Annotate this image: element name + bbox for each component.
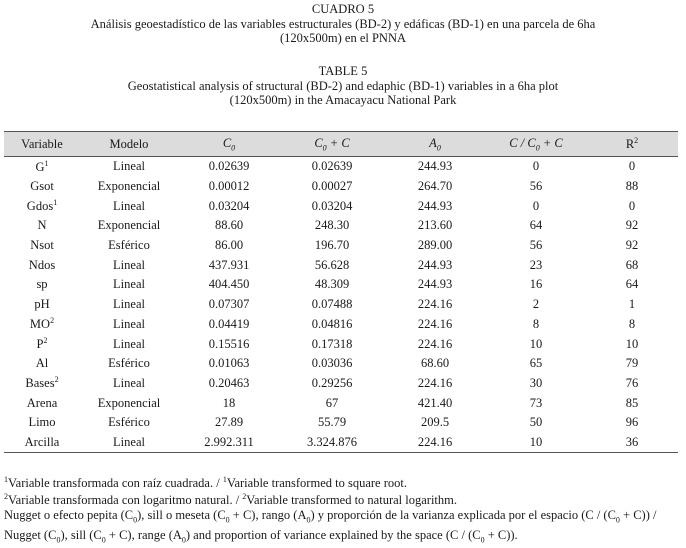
cell-c0: 0.04419 (208, 316, 250, 331)
caption-es-line2: (120x500m) en el PNNA (279, 31, 407, 45)
header-row (4, 132, 678, 157)
english-title (0, 64, 686, 108)
cell-c0c: 55.79 (317, 415, 347, 430)
cell-r2: 36 (586, 433, 678, 453)
cell-a0: 224.16 (417, 375, 453, 390)
cell-ratio: 73 (529, 395, 543, 410)
cell-ratio: 2 (532, 297, 540, 312)
cell-c0: 27.89 (214, 415, 244, 430)
cell-a0: 68.60 (420, 356, 450, 371)
cell-c0c: 0.02639 (311, 159, 353, 174)
cell-modelo: Exponencial (97, 179, 161, 194)
cell-variable: sp (36, 277, 48, 292)
footnote-2: $^2$Variable transformada con logaritmo natural. / $^2$Variable transformed to natural logarithm. (4, 492, 457, 508)
cell-c0: 404.450 (208, 277, 250, 292)
table-row (4, 295, 678, 315)
cell-modelo: Lineal (113, 198, 145, 213)
table-row (4, 196, 678, 216)
cell-c0c: 0.00027 (311, 179, 353, 194)
cell-c0: 0.20463 (208, 375, 250, 390)
cell-r2: 96 (625, 415, 639, 430)
cell-a0: 224.16 (417, 316, 453, 331)
table-row (4, 157, 678, 177)
caption-en-line1: Geostatistical analysis of structural (BD-2) and edaphic (BD-1) variables in a 6ha plot (127, 78, 559, 93)
cell-variable: $P^2$ (36, 335, 48, 352)
cell-ratio: 56 (529, 238, 543, 253)
cell-r2: 88 (625, 179, 639, 194)
spanish-title (0, 2, 686, 46)
cell-variable: Bases$^2$ (25, 375, 59, 391)
cell-variable: Arcilla (4, 433, 80, 453)
cell-a0: 244.93 (417, 198, 453, 213)
geostatistics-table (4, 131, 678, 453)
cell-variable: $G^1$ (35, 158, 49, 174)
table-row (4, 433, 678, 453)
cell-c0: 88.60 (214, 218, 244, 233)
header-r2: $R^2$ (586, 132, 678, 157)
cell-r2: 79 (625, 356, 639, 371)
table-label-es: CUADRO 5 (311, 2, 375, 16)
cell-modelo: Exponencial (97, 218, 161, 233)
cell-modelo: Lineal (113, 336, 145, 351)
cell-a0: 213.60 (417, 218, 453, 233)
cell-c0: 0.00012 (208, 179, 250, 194)
cell-ratio: 56 (529, 179, 543, 194)
cell-modelo: Lineal (113, 297, 145, 312)
cell-a0: 224.16 (384, 433, 486, 453)
cell-variable: Nsot (30, 238, 54, 253)
cell-c0c: 67 (325, 395, 339, 410)
cell-r2: 1 (628, 297, 636, 312)
cell-modelo: Lineal (113, 159, 145, 174)
table-row (4, 413, 678, 433)
header-modelo: Modelo (80, 132, 178, 157)
cell-c0: 0.03204 (208, 198, 250, 213)
table-body (4, 157, 678, 453)
cell-modelo: Exponencial (97, 395, 161, 410)
cell-ratio: 10 (529, 336, 543, 351)
table-row (4, 334, 678, 354)
cell-c0c: 196.70 (314, 238, 350, 253)
cell-c0c: 0.04816 (311, 316, 353, 331)
cell-r2: 8 (628, 316, 636, 331)
cell-r2: 92 (625, 218, 639, 233)
cell-a0: 264.70 (417, 179, 453, 194)
cell-ratio: 16 (529, 277, 543, 292)
cell-variable: $MO^2$ (29, 316, 55, 332)
footnote-1: $^1$Variable transformada con raíz cuadrada. / $^1$Variable transformed to square root. (4, 475, 407, 491)
cell-a0: 224.16 (417, 336, 453, 351)
cell-c0: 437.931 (208, 257, 250, 272)
cell-c0c: 0.17318 (311, 336, 353, 351)
cell-c0c: 248.30 (314, 218, 350, 233)
cell-c0c: 48.309 (314, 277, 350, 292)
footnotes (4, 473, 680, 548)
cell-variable: Limo (28, 415, 56, 430)
table-row (4, 177, 678, 197)
cell-ratio: 10 (486, 433, 586, 453)
table-row (4, 374, 678, 394)
cell-c0c: 0.03036 (311, 356, 353, 371)
cell-c0: 2.992.311 (178, 433, 280, 453)
cell-ratio: 0 (532, 159, 540, 174)
cell-modelo: Lineal (113, 375, 145, 390)
table-row (4, 275, 678, 295)
cell-a0: 244.93 (417, 277, 453, 292)
cell-r2: 92 (625, 238, 639, 253)
cell-ratio: 0 (532, 198, 540, 213)
cell-a0: 421.40 (417, 395, 453, 410)
footnote-3: Nugget o efecto pepita $(C_0)$, sill o meseta $(C_0 + C)$, rango $(A_0)$ y proporción de la varianza explicada por el espacio $(C / (C_0 + C))$ / Nugget $(C_0)$, sill $(C_0 + C)$, range $(A_0)$ and proportion of variance explained by the space $(C / (C_0 + C))$. (4, 507, 657, 545)
cell-variable: N (37, 218, 47, 233)
table-row (4, 216, 678, 236)
cell-c0: 0.02639 (208, 159, 250, 174)
cell-ratio: 50 (529, 415, 543, 430)
cell-modelo: Esférico (108, 238, 150, 253)
cell-c0c: 56.628 (314, 257, 350, 272)
cell-ratio: 64 (529, 218, 543, 233)
table-row (4, 236, 678, 256)
cell-variable: Arena (26, 395, 58, 410)
cell-modelo: Esférico (108, 415, 150, 430)
header-variable: Variable (4, 132, 80, 157)
cell-c0: 0.01063 (208, 356, 250, 371)
cell-modelo: Lineal (113, 257, 145, 272)
cell-r2: 68 (625, 257, 639, 272)
header-c0: $C_0$ (178, 132, 280, 157)
cell-r2: 85 (625, 395, 639, 410)
cell-ratio: 23 (529, 257, 543, 272)
cell-a0: 244.93 (417, 257, 453, 272)
cell-modelo: Lineal (113, 277, 145, 292)
cell-c0: 0.15516 (208, 336, 250, 351)
cell-r2: 64 (625, 277, 639, 292)
cell-r2: 0 (628, 159, 636, 174)
table-row (4, 255, 678, 275)
cell-c0c: 3.324.876 (280, 433, 384, 453)
cell-variable: Ndos (28, 257, 56, 272)
cell-ratio: 30 (529, 375, 543, 390)
cell-modelo: Lineal (113, 316, 145, 331)
cell-c0: 18 (222, 395, 236, 410)
cell-ratio: 8 (532, 316, 540, 331)
cell-variable: pH (34, 297, 50, 312)
cell-a0: 244.93 (417, 159, 453, 174)
caption-es-line1: Análisis geoestadístico de las variables estructurales (BD-2) y edáficas (BD-1) en una parcela de 6ha (90, 16, 596, 31)
cell-c0: 86.00 (214, 238, 244, 253)
cell-variable: Gdos$^1$ (26, 198, 58, 214)
table-row (4, 315, 678, 335)
cell-variable: Al (35, 356, 49, 371)
cell-modelo: Esférico (108, 356, 150, 371)
table-row (4, 354, 678, 374)
header-sill: $C_0 + C$ (280, 132, 384, 157)
cell-r2: 0 (628, 198, 636, 213)
cell-r2: 76 (625, 375, 639, 390)
cell-c0c: 0.07488 (311, 297, 353, 312)
cell-variable: Gsot (30, 179, 54, 194)
header-ratio: $C / C_0 + C$ (486, 132, 586, 157)
table-label-en: TABLE 5 (318, 64, 368, 78)
header-range: $A_0$ (384, 132, 486, 157)
cell-modelo: Lineal (80, 433, 178, 453)
table-row (4, 393, 678, 413)
cell-a0: 224.16 (417, 297, 453, 312)
caption-en-line2: (120x500m) in the Amacayacu National Park (229, 93, 457, 107)
cell-r2: 10 (625, 336, 639, 351)
cell-a0: 209.5 (420, 415, 450, 430)
cell-c0: 0.07307 (208, 297, 250, 312)
cell-a0: 289.00 (417, 238, 453, 253)
cell-c0c: 0.29256 (311, 375, 353, 390)
cell-ratio: 65 (529, 356, 543, 371)
cell-c0c: 0.03204 (311, 198, 353, 213)
table-header (4, 132, 678, 157)
